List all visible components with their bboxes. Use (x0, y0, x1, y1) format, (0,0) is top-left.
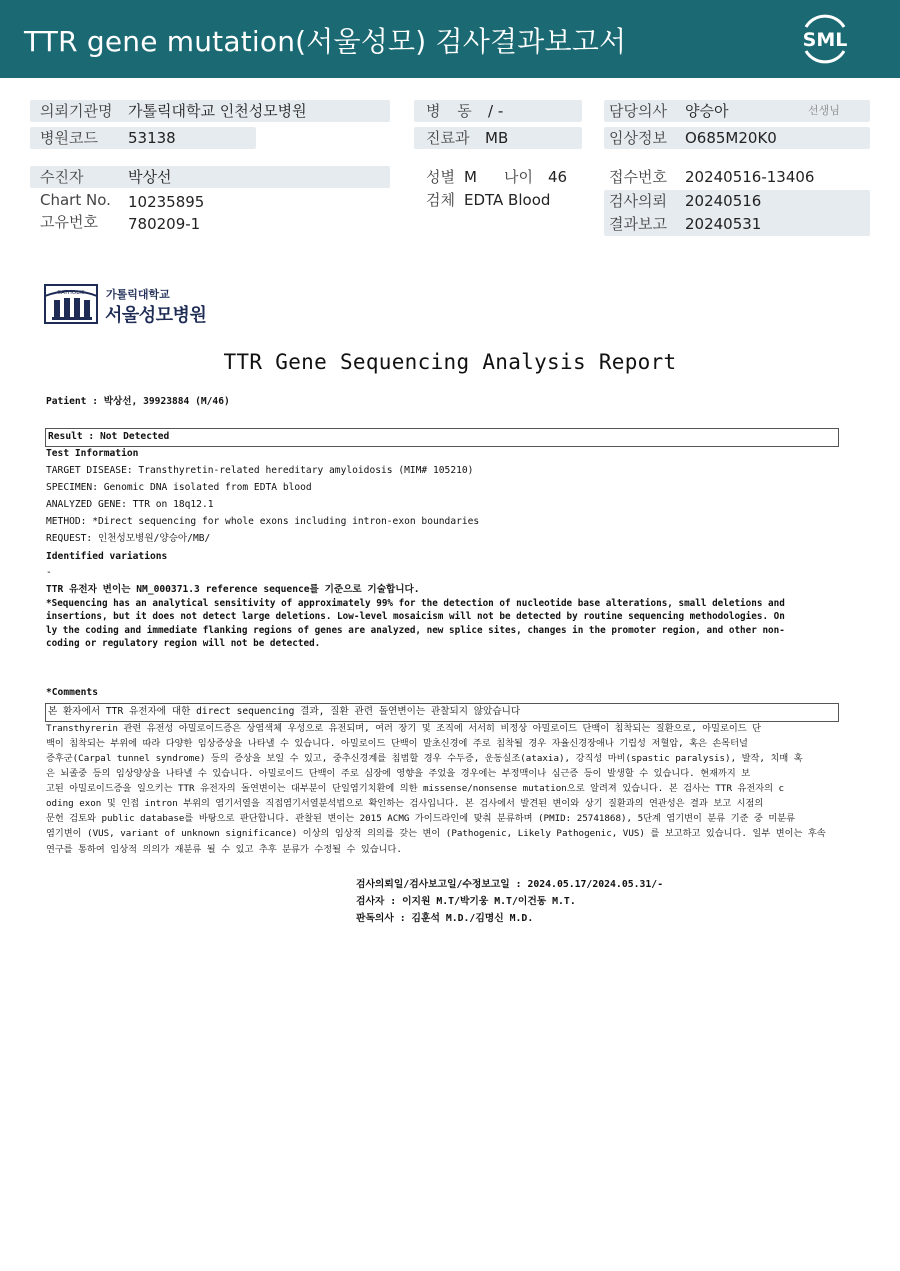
result-box (45, 428, 839, 447)
comments-heading: *Comments (46, 687, 98, 698)
doctor-suffix: 선생님 (808, 104, 840, 117)
dept-label: 진료과 (426, 129, 470, 147)
dates-line: 검사의뢰일/검사보고일/수정보고일 : 2024.05.17/2024.05.31/- (356, 879, 664, 890)
comment-line-5: 고된 아밀로이드증을 일으키는 TTR 유전자의 돌연변이는 대부분이 단일염기치환에 의한 missense/nonsense mutation으로 알려져 있습니다. 본 검사는 TTR 유전자의 c (46, 783, 785, 794)
sex-value: M (464, 168, 477, 186)
method-line: METHOD: *Direct sequencing for whole exons including intron-exon boundaries (46, 516, 480, 527)
patient-line: Patient : 박상선, 39923884 (M/46) (46, 396, 230, 407)
specimen-line: SPECIMEN: Genomic DNA isolated from EDTA blood (46, 482, 312, 493)
request-line: REQUEST: 인천성모병원/양승아/MB/ (46, 533, 211, 544)
comment-line-8: 염기변이 (VUS, variant of unknown significance) 이상의 임상적 의의를 갖는 변이 (Pathogenic, Likely Pathogenic, VUS) 를 보고하고 있습니다. 일부 변이는 후속 (46, 828, 826, 839)
comment-line-4: 은 뇌졸중 등의 임상양상을 나타낼 수 있습니다. 아밀로이드 단백이 주로 심장에 영향을 주었을 경우에는 부정맥이나 심근증 등이 발생할 수 있습니다. 현재까지 보 (46, 768, 751, 779)
comment-box-text: 본 환자에서 TTR 유전자에 대한 direct sequencing 결과, 질환 관련 돌연변이는 관찰되지 않았습니다 (48, 706, 521, 717)
doctor-label: 담당의사 (609, 102, 667, 120)
hospital-emblem-icon (44, 284, 98, 324)
specimen-value: EDTA Blood (464, 191, 551, 209)
receipt-value: 20240516-13406 (685, 168, 815, 186)
comment-line-2: 백이 침착되는 부위에 따라 다양한 임상증상을 나타낼 수 있습니다. 아밀로이드 단백이 말초신경에 주로 침착될 경우 자율신경장애나 기립성 저혈압, 혹은 손목터널 (46, 738, 748, 749)
report-header (0, 0, 900, 78)
age-label: 나이 (504, 168, 533, 186)
hospital-code-label: 병원코드 (40, 129, 98, 147)
hospital-name-small: 가톨릭대학교 (106, 288, 170, 301)
specimen-label: 검체 (426, 191, 455, 209)
sensitivity-line-1: *Sequencing has an analytical sensitivity of approximately 99% for the detection of nucleotide base alterations, small deletions and (46, 598, 785, 609)
institution-label: 의뢰기관명 (40, 102, 113, 120)
sensitivity-line-2: insertions, but it does not detect large deletions. Low-level mosaicism will not be detected by routine sequencing methodologies. On (46, 611, 785, 622)
request-label: 검사의뢰 (609, 192, 667, 210)
hospital-name-big: 서울성모병원 (105, 305, 207, 326)
hospital-emblem-text: CATHOLIC (57, 290, 85, 296)
analyzed-gene: ANALYZED GENE: TTR on 18q12.1 (46, 499, 214, 510)
report-date-value: 20240531 (685, 215, 762, 233)
unique-label: 고유번호 (40, 213, 98, 231)
comment-line-6: oding exon 및 인접 intron 부위의 염기서열을 직접염기서열분석법으로 확인하는 검사입니다. 본 검사에서 발견된 변이와 상기 질환과의 연관성은 결과 보고 시점의 (46, 798, 764, 809)
comment-line-9: 연구를 통하여 임상적 의의가 재분류 될 수 있고 추후 분류가 수정될 수 있습니다. (46, 844, 402, 855)
dept-value: MB (485, 129, 509, 147)
ward-value: / - (488, 102, 504, 120)
patient-label: 수진자 (40, 168, 84, 186)
clinical-label: 임상정보 (609, 129, 667, 147)
target-disease: TARGET DISEASE: Transthyretin-related hereditary amyloidosis (MIM# 105210) (46, 465, 474, 476)
request-value: 20240516 (685, 192, 762, 210)
patient-value: 박상선 (128, 168, 172, 186)
info-bar-patient (30, 166, 390, 188)
sex-label: 성별 (426, 168, 455, 186)
identified-heading: Identified variations (46, 551, 168, 562)
sensitivity-line-4: coding or regulatory region will not be detected. (46, 638, 321, 649)
test-info-heading: Test Information (46, 448, 139, 459)
unique-value: 780209-1 (128, 215, 201, 233)
comment-line-7: 문헌 검토와 public database를 바탕으로 판단합니다. 관찰된 변이는 2015 ACMG 가이드라인에 맞춰 분류하며 (PMID: 25741868), 5단계 염기변이 분류 기준 중 미분류 (46, 813, 796, 824)
hospital-code-value: 53138 (128, 129, 176, 147)
hospital-logo (44, 284, 214, 328)
sml-logo-text: SML (802, 29, 848, 51)
comment-line-3: 증후군(Carpal tunnel syndrome) 등의 증상을 보일 수 있고, 중추신경계를 침범할 경우 수두증, 운동실조(ataxia), 강직성 마비(spastic paralysis), 발작, 치매 혹 (46, 753, 803, 764)
clinical-value: O685M20K0 (685, 129, 777, 147)
report-title: TTR Gene Sequencing Analysis Report (223, 350, 677, 374)
age-value: 46 (548, 168, 568, 186)
institution-value: 가톨릭대학교 인천성모병원 (128, 102, 307, 120)
examiner-line: 검사자 : 이지원 M.T/박기웅 M.T/이건동 M.T. (356, 896, 576, 907)
comment-line-1: Transthyrerin 관련 유전성 아밀로이드증은 상염색체 우성으로 유전되며, 여러 장기 및 조직에 서서히 비정상 아밀로이드 단백이 침착되는 질환으로, 아밀로이드 단 (46, 723, 762, 734)
ward-label: 병 동 (426, 102, 478, 120)
sml-logo-icon (796, 13, 854, 65)
chart-value: 10235895 (128, 193, 205, 211)
report-date-label: 결과보고 (609, 215, 667, 233)
chart-label: Chart No. (40, 191, 111, 209)
reader-line: 판독의사 : 김훈석 M.D./김명신 M.D. (356, 913, 534, 924)
identified-value: - (46, 567, 52, 578)
comment-box (45, 703, 839, 722)
result-line: Result : Not Detected (48, 431, 170, 442)
receipt-label: 접수번호 (609, 168, 667, 186)
reference-line: TTR 유전자 변이는 NM_000371.3 reference sequence를 기준으로 기술합니다. (46, 584, 420, 595)
doctor-value: 양승아 (685, 102, 729, 120)
header-title: TTR gene mutation(서울성모) 검사결과보고서 (24, 25, 627, 58)
sensitivity-line-3: ly the coding and immediate flanking regions of genes are analyzed, new splice sites, changes in the promoter region, and other non- (46, 625, 785, 636)
